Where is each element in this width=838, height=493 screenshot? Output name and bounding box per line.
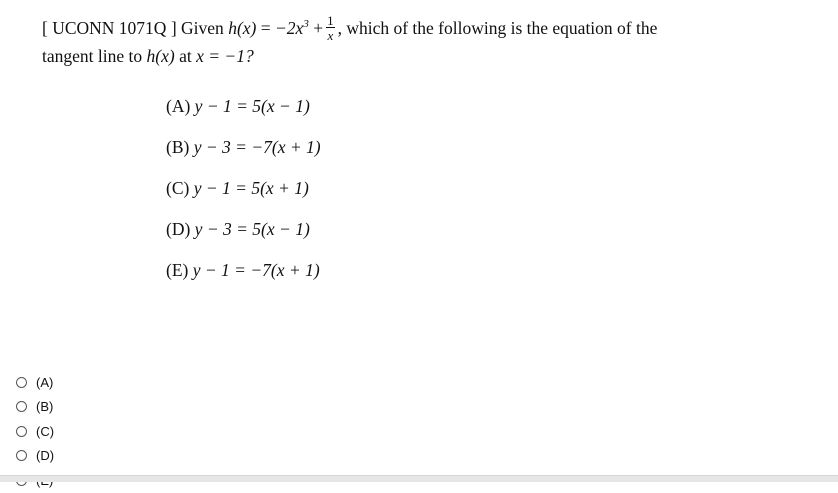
line2-function: h(x)	[146, 46, 175, 66]
course-tag: [ UCONN 1071Q ]	[42, 18, 177, 38]
choice-label: (D)	[166, 219, 191, 239]
choice-b	[166, 133, 321, 174]
equals-sign: =	[260, 18, 271, 38]
choice-label: (B)	[166, 137, 190, 157]
choice-equation: y − 3 = 5(x − 1)	[194, 219, 310, 239]
radio-label[interactable]: (A)	[36, 374, 54, 390]
question-line-1	[42, 14, 802, 42]
choice-e	[166, 256, 321, 297]
plus-sign: +	[313, 18, 324, 38]
comma: ,	[337, 18, 342, 38]
line2-at: at	[179, 46, 192, 66]
choice-d	[166, 215, 321, 256]
question-line-2	[42, 42, 802, 70]
choice-a	[166, 92, 321, 133]
choice-equation: y − 1 = 5(x + 1)	[193, 178, 309, 198]
radio-button[interactable]	[16, 450, 27, 461]
choice-label: (E)	[166, 260, 189, 280]
radio-label[interactable]: (B)	[36, 399, 54, 415]
choice-c	[166, 174, 321, 215]
radio-label[interactable]: (C)	[36, 423, 55, 439]
fraction: $\frac{1}{x}$	[327, 12, 334, 43]
question-text	[42, 14, 802, 70]
radio-label[interactable]: (D)	[36, 448, 55, 464]
choice-label: (A)	[166, 96, 191, 116]
cubic-term: $-2x^3$	[275, 18, 309, 38]
line2-condition: x = −1?	[196, 46, 254, 66]
radio-option-c[interactable]	[16, 419, 54, 444]
radio-option-a[interactable]	[16, 370, 54, 395]
line2-prefix: tangent line to	[42, 46, 143, 66]
question-rest: which of the following is the equation of the	[346, 18, 658, 38]
choice-equation: y − 1 = −7(x + 1)	[192, 260, 320, 280]
horizontal-scrollbar[interactable]	[0, 475, 838, 482]
choice-equation: y − 3 = −7(x + 1)	[193, 137, 321, 157]
radio-option-d[interactable]	[16, 444, 54, 469]
radio-button[interactable]	[16, 401, 27, 412]
radio-button[interactable]	[16, 377, 27, 388]
function-name: h(x)	[228, 18, 257, 38]
answer-choices	[166, 92, 321, 297]
choice-label: (C)	[166, 178, 190, 198]
choice-equation: y − 1 = 5(x − 1)	[194, 96, 310, 116]
given-word: Given	[181, 18, 224, 38]
radio-option-b[interactable]	[16, 395, 54, 420]
radio-button[interactable]	[16, 426, 27, 437]
